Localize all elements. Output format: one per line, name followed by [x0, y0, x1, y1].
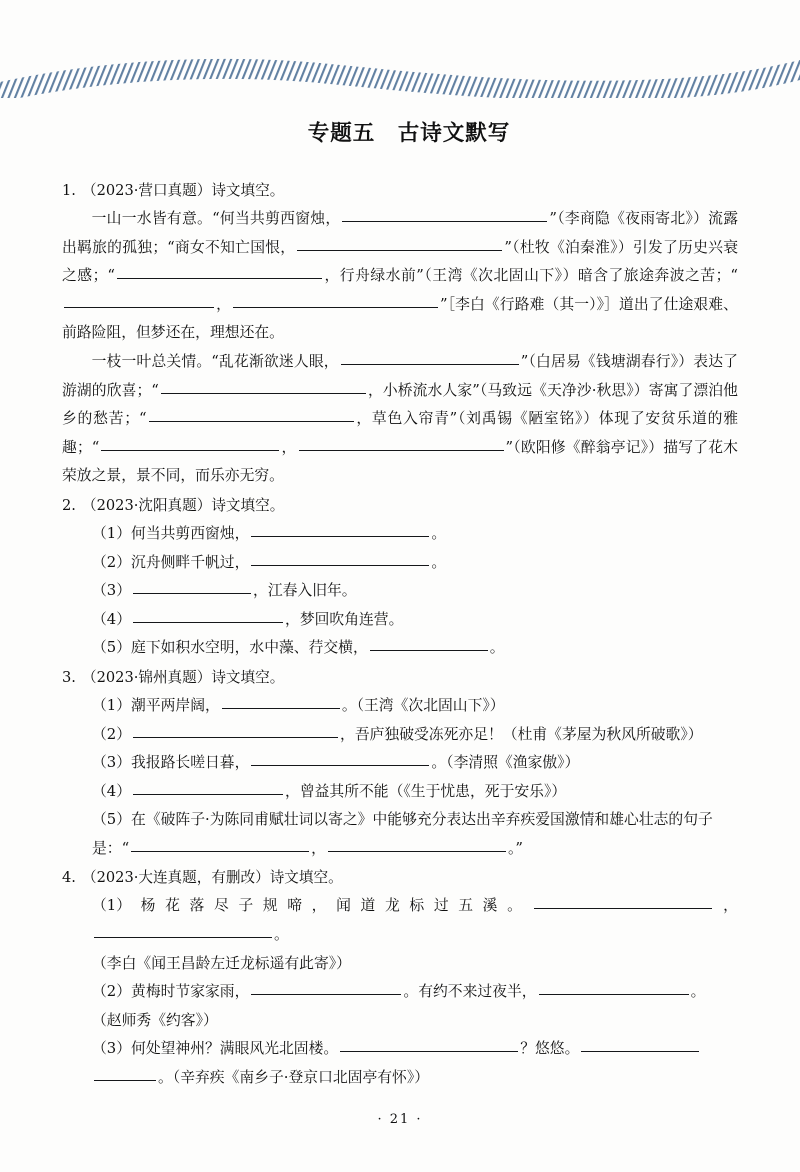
question-text: 。: [431, 524, 447, 542]
fill-in-blank[interactable]: [133, 722, 338, 737]
question-item: [62, 1035, 738, 1092]
question-text: 。（李清照《渔家傲》）: [431, 754, 580, 772]
question-text: 。（辛弃疾《南乡子·登京口北固亭有怀》）: [158, 1069, 430, 1087]
question-text: 潮平两岸阔，: [131, 696, 220, 714]
question-paragraph: [62, 348, 738, 491]
fill-in-blank[interactable]: [222, 694, 340, 709]
fill-in-blank[interactable]: [161, 379, 366, 394]
question-source: （2023·大连真题，有删改）诗文填空。: [82, 869, 343, 887]
fill-in-blank[interactable]: [340, 1037, 518, 1052]
fill-in-blank[interactable]: [297, 236, 502, 251]
item-label: （3）: [92, 754, 132, 772]
question-item: [62, 606, 738, 635]
item-label: （3）: [92, 1040, 132, 1058]
fill-in-blank[interactable]: [251, 550, 429, 565]
question-text: 何当共剪西窗烛，: [131, 524, 250, 542]
question-text: 在《破阵子·为陈同甫赋壮词以寄之》中能够充分表达出辛弃疾爱国激情和雄心壮志的句子: [131, 811, 713, 829]
question-number: 4.: [62, 869, 76, 887]
question-text: ，: [311, 839, 326, 857]
question-item: [62, 692, 738, 721]
fill-in-blank[interactable]: [117, 264, 322, 279]
question-text: （赵师秀《约客》）: [92, 1011, 218, 1029]
item-label: （2）: [92, 983, 132, 1001]
fill-in-blank[interactable]: [539, 980, 689, 995]
question-text: 。: [690, 983, 706, 1001]
item-label: （3）: [92, 582, 132, 600]
fill-in-blank[interactable]: [149, 407, 354, 422]
question-list: [62, 177, 738, 1093]
fill-in-blank[interactable]: [101, 436, 279, 451]
fill-in-blank[interactable]: [133, 608, 283, 623]
page-number: · 21 ·: [377, 1112, 423, 1127]
question-item: [62, 549, 738, 578]
question-text: 我报路长嗟日暮，: [131, 754, 250, 772]
fill-in-blank[interactable]: [370, 636, 488, 651]
question-text: ”（白居易《钱塘湖春行》）表达了游湖的欣喜；“: [62, 352, 738, 399]
fill-in-blank[interactable]: [133, 780, 283, 795]
fill-in-blank[interactable]: [233, 293, 438, 308]
question-text: ，: [281, 438, 297, 456]
fill-in-blank[interactable]: [328, 837, 506, 852]
question-block: [62, 664, 738, 864]
question-block: [62, 864, 738, 1092]
question-text: 。: [431, 553, 447, 571]
question-text: ，梦回吹角连营。: [285, 610, 404, 628]
question-header: [62, 864, 738, 891]
question-text: ，曾益其所不能（《生于忧患，死于安乐》）: [285, 782, 567, 800]
question-text: ，: [713, 897, 738, 915]
item-label: （2）: [92, 725, 132, 743]
question-source: （2023·营口真题）诗文填空。: [82, 182, 285, 199]
fill-in-blank[interactable]: [251, 751, 429, 766]
item-content: [131, 554, 446, 571]
fill-in-blank[interactable]: [581, 1037, 699, 1052]
fill-in-blank[interactable]: [131, 837, 309, 852]
question-number: 3.: [62, 668, 76, 686]
spiral-binding-icon: [0, 52, 800, 98]
item-label: （5）: [92, 811, 132, 829]
question-text: 。（王湾《次北固山下》）: [341, 696, 505, 714]
question-paragraph: [62, 205, 738, 348]
item-content: [131, 697, 505, 714]
question-header: [62, 177, 738, 204]
fill-in-blank[interactable]: [94, 1066, 156, 1081]
item-label: （2）: [92, 553, 132, 571]
question-text: 。: [489, 639, 505, 657]
item-label: （5）: [92, 639, 132, 657]
question-text: 一枝一叶总关情。“乱花渐欲迷人眼，: [91, 352, 339, 370]
item-content: [92, 811, 713, 857]
item-content: [131, 639, 505, 656]
question-header: [62, 664, 738, 691]
question-text: ”（李商隐《夜雨寄北》）流露出羁旅的孤独；“商女不知亡国恨，: [62, 210, 738, 256]
question-header: [62, 492, 738, 519]
question-text: 杨花落尽子规啼，闻道龙标过五溪。: [131, 897, 532, 915]
item-content: [131, 525, 446, 542]
question-item: [62, 778, 738, 807]
page-content: [62, 116, 738, 1094]
question-text: 。: [274, 926, 289, 944]
question-block: [62, 177, 738, 491]
question-number: 2.: [62, 496, 76, 514]
page-title: 专题五 古诗文默写: [307, 121, 511, 146]
question-text: 。有约不来过夜半，: [403, 983, 537, 1001]
item-content: [131, 783, 566, 800]
fill-in-blank[interactable]: [299, 436, 504, 451]
question-item: [62, 634, 738, 663]
item-content: [131, 611, 403, 628]
question-item: [62, 892, 738, 978]
item-content: [92, 897, 738, 971]
question-text: ，小桥流水人家”（马致远《天净沙·秋思》）寄寓了漂泊他乡的愁苦；“: [62, 381, 738, 428]
question-item: [62, 520, 738, 549]
question-text: ，江春入旧年。: [253, 582, 357, 600]
fill-in-blank[interactable]: [251, 522, 429, 537]
question-text: 何处望神州？满眼风光北固楼。: [131, 1040, 339, 1058]
question-source: （2023·沈阳真题）诗文填空。: [82, 496, 285, 514]
fill-in-blank[interactable]: [94, 923, 272, 938]
question-text: ？悠悠。: [520, 1040, 580, 1058]
item-content: [92, 983, 705, 1029]
question-item: [62, 749, 738, 778]
item-content: [131, 754, 579, 771]
question-text: ”（欧阳修《醉翁亭记》）描写了花木荣放之景，景不同，而乐亦无穷。: [62, 438, 738, 485]
fill-in-blank[interactable]: [342, 207, 547, 222]
question-text: 是：“: [92, 839, 130, 857]
question-text: 庭下如积水空明，水中藻、荇交横，: [131, 639, 368, 657]
question-text: ，: [216, 295, 231, 313]
question-text: 一山一水皆有意。“何当共剪西窗烛，: [91, 210, 341, 227]
item-content: [131, 582, 357, 599]
fill-in-blank[interactable]: [64, 293, 214, 308]
fill-in-blank[interactable]: [251, 980, 401, 995]
question-text: ，草色入帘青”（刘禹锡《陋室铭》）体现了安贫乐道的雅趣；“: [62, 410, 738, 456]
question-item: [62, 978, 738, 1035]
fill-in-blank[interactable]: [341, 350, 519, 365]
fill-in-blank[interactable]: [534, 894, 712, 909]
question-source: （2023·锦州真题）诗文填空。: [82, 668, 285, 686]
question-text: 黄梅时节家家雨，: [131, 983, 250, 1001]
question-text: ”（杜牧《泊秦淮》）引发了历史兴衰之感；“: [62, 238, 738, 285]
item-content: [92, 1040, 701, 1086]
item-label: （1）: [92, 696, 132, 714]
question-item: [62, 806, 738, 863]
question-number: 1.: [62, 182, 76, 199]
question-text: ，吾庐独破受冻死亦足！（杜甫《茅屋为秋风所破歌》）: [340, 725, 703, 743]
item-label: （1）: [92, 524, 132, 542]
question-block: [62, 492, 738, 663]
question-text: 沉舟侧畔千帆过，: [131, 553, 250, 571]
question-item: [62, 577, 738, 606]
question-text: 。”: [507, 839, 523, 857]
fill-in-blank[interactable]: [133, 579, 251, 594]
item-label: （4）: [92, 610, 132, 628]
item-label: （4）: [92, 782, 132, 800]
question-item: [62, 721, 738, 750]
item-label: （1）: [92, 897, 132, 915]
question-text: （李白《闻王昌龄左迁龙标遥有此寄》）: [92, 954, 351, 972]
question-text: ”［李白《行路难（其一）》］道出了仕途艰难、前路险阻，但梦还在，理想还在。: [62, 295, 738, 342]
item-content: [131, 726, 703, 743]
question-text: ，行舟绿水前”（王湾《次北固山下》）暗含了旅途奔波之苦；“: [323, 267, 738, 285]
